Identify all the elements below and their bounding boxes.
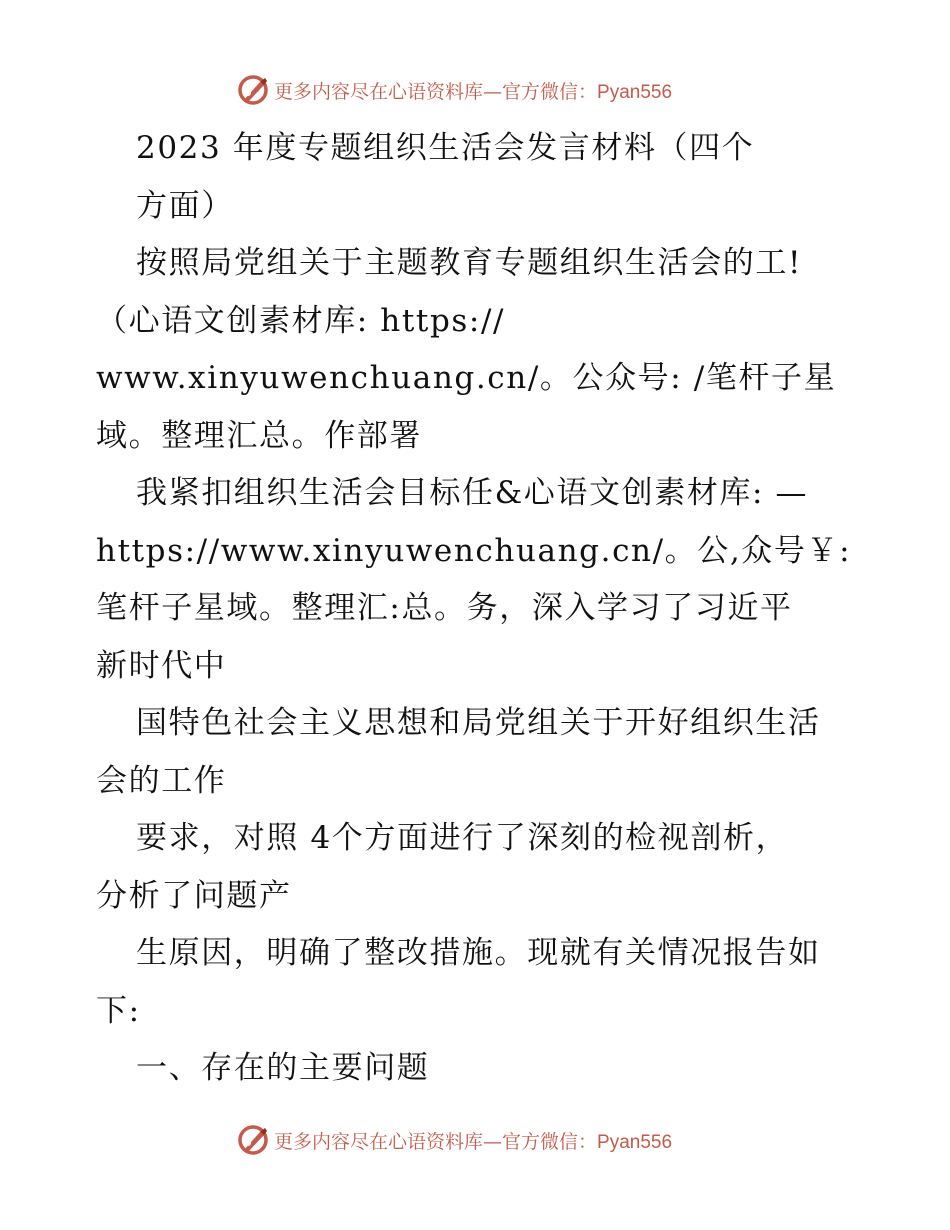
banner-wechat-id: Pyan556 bbox=[597, 1131, 673, 1153]
pen-logo-icon bbox=[236, 1123, 270, 1157]
paragraph-line: www.xinyuwenchuang.cn/。公众号: /笔杆子星 bbox=[96, 360, 837, 396]
section-heading: 一、存在的主要问题 bbox=[136, 1050, 430, 1086]
banner-title: 更多内容尽在心语资料库 bbox=[274, 1130, 484, 1153]
paragraph-line: 要求，对照 4个方面进行了深刻的检视剖析， bbox=[136, 820, 789, 856]
pen-logo-icon bbox=[236, 73, 270, 107]
banner-wechat-label: 官方微信： bbox=[502, 1130, 598, 1153]
paragraph-line: 按照局党组关于主题教育专题组织生活会的工! bbox=[136, 245, 803, 281]
paragraph-line: 新时代中 bbox=[96, 647, 227, 684]
footer-banner bbox=[236, 1120, 672, 1160]
paragraph-line: 下: bbox=[96, 992, 141, 1029]
paragraph-line: 国特色社会主义思想和局党组关于开好组织生活 bbox=[136, 705, 821, 741]
paragraph-line: 我紧扣组织生活会目标任&心语文创素材库: — bbox=[136, 475, 809, 511]
document-body bbox=[96, 120, 896, 1098]
paragraph-line: 生原因，明确了整改措施。现就有关情况报告如 bbox=[136, 935, 821, 971]
banner-wechat-label: 官方微信： bbox=[502, 80, 598, 103]
paragraph-line: 会的工作 bbox=[96, 762, 227, 799]
banner-separator: — bbox=[483, 1130, 503, 1153]
paragraph-line: 分析了问题产 bbox=[96, 877, 292, 914]
document-title-line-2: 方面） bbox=[136, 187, 234, 224]
paragraph-line: 域。整理汇总。作部署 bbox=[96, 417, 422, 454]
header-banner-text bbox=[274, 77, 672, 104]
document-title-line-1: 2023 年度专题组织生活会发言材料（四个 bbox=[136, 130, 755, 166]
banner-wechat-id: Pyan556 bbox=[597, 81, 673, 103]
paragraph-line: https://www.xinyuwenchuang.cn/。公,众号￥: bbox=[96, 532, 852, 569]
paragraph-line: （心语文创素材库: https:// bbox=[96, 302, 506, 339]
footer-banner-text bbox=[274, 1127, 672, 1154]
header-banner bbox=[236, 70, 672, 110]
banner-title: 更多内容尽在心语资料库 bbox=[274, 80, 484, 103]
banner-separator: — bbox=[483, 80, 503, 103]
paragraph-line: 笔杆子星域。整理汇:总。务，深入学习了习近平 bbox=[96, 590, 793, 626]
